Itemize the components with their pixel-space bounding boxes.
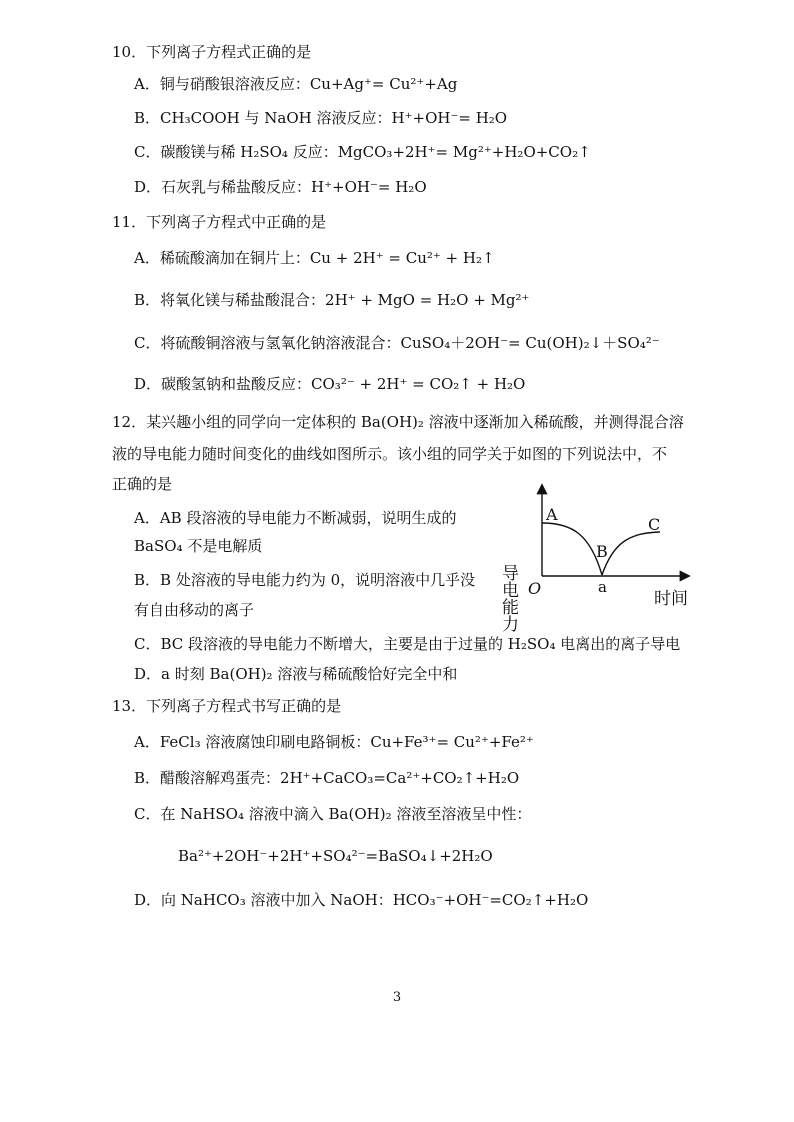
conductivity-chart <box>498 478 698 632</box>
q10-stem: 10．下列离子方程式正确的是 <box>112 43 312 61</box>
q13-option-c-equation: Ba²⁺+2OH⁻+2H⁺+SO₄²⁻=BaSO₄↓+2H₂O <box>178 847 493 865</box>
q13-option-c: C．在 NaHSO₄ 溶液中滴入 Ba(OH)₂ 溶液至溶液呈中性： <box>134 805 532 823</box>
q12-stem-line3: 正确的是 <box>112 475 173 493</box>
x-axis-label: 时间 <box>654 589 688 609</box>
curve-ab <box>542 523 602 575</box>
curve-bc <box>602 532 660 575</box>
point-a-label: A <box>546 505 558 524</box>
time-a-label: a <box>598 578 607 596</box>
q10-option-d: D．石灰乳与稀盐酸反应：H⁺+OH⁻= H₂O <box>134 178 427 196</box>
q12-option-c: C．BC 段溶液的导电能力不断增大，主要是由于过量的 H₂SO₄ 电离出的离子导电 <box>134 635 681 653</box>
q12-stem-line2: 液的导电能力随时间变化的曲线如图所示。该小组的同学关于如图的下列说法中，不 <box>112 445 668 463</box>
q12-option-b-line1: B．B 处溶液的导电能力约为 0，说明溶液中几乎没 <box>134 571 476 589</box>
q12-option-a-line1: A．AB 段溶液的导电能力不断减弱，说明生成的 <box>134 509 457 527</box>
page-number: 3 <box>392 990 402 1005</box>
q11-option-c: C．将硫酸铜溶液与氢氧化钠溶液混合：CuSO₄＋2OH⁻= Cu(OH)₂↓＋SO₄²⁻ <box>134 334 660 352</box>
q13-option-a: A．FeCl₃ 溶液腐蚀印刷电路铜板：Cu+Fe³⁺= Cu²⁺+Fe²⁺ <box>134 733 534 751</box>
q13-option-b: B．醋酸溶解鸡蛋壳：2H⁺+CaCO₃=Ca²⁺+CO₂↑+H₂O <box>134 769 520 787</box>
q11-option-a: A．稀硫酸滴加在铜片上：Cu + 2H⁺ = Cu²⁺ + H₂↑ <box>134 249 495 267</box>
q12-option-d: D．a 时刻 Ba(OH)₂ 溶液与稀硫酸恰好完全中和 <box>134 665 458 683</box>
point-b-label: B <box>596 542 608 561</box>
q12-option-b-line2: 有自由移动的离子 <box>134 601 255 619</box>
q11-option-b: B．将氧化镁与稀盐酸混合：2H⁺ + MgO = H₂O + Mg²⁺ <box>134 291 530 309</box>
q13-stem: 13．下列离子方程式书写正确的是 <box>112 697 342 715</box>
q12-option-a-line2: BaSO₄ 不是电解质 <box>134 537 263 555</box>
q10-option-a: A．铜与硝酸银溶液反应：Cu+Ag⁺= Cu²⁺+Ag <box>134 75 458 93</box>
y-axis-label: 导电能力 <box>498 564 518 632</box>
point-c-label: C <box>648 515 661 534</box>
origin-label: O <box>528 579 542 598</box>
q12-stem-line1: 12．某兴趣小组的同学向一定体积的 Ba(OH)₂ 溶液中逐渐加入稀硫酸，并测得混合溶 <box>112 413 684 431</box>
q13-option-d: D．向 NaHCO₃ 溶液中加入 NaOH：HCO₃⁻+OH⁻=CO₂↑+H₂O <box>134 891 589 909</box>
q11-option-d: D．碳酸氢钠和盐酸反应：CO₃²⁻ + 2H⁺ = CO₂↑ + H₂O <box>134 375 526 393</box>
q11-stem: 11．下列离子方程式中正确的是 <box>112 213 327 231</box>
q10-option-c: C．碳酸镁与稀 H₂SO₄ 反应：MgCO₃+2H⁺= Mg²⁺+H₂O+CO₂↑ <box>134 143 591 161</box>
q10-option-b: B．CH₃COOH 与 NaOH 溶液反应：H⁺+OH⁻= H₂O <box>134 109 508 127</box>
